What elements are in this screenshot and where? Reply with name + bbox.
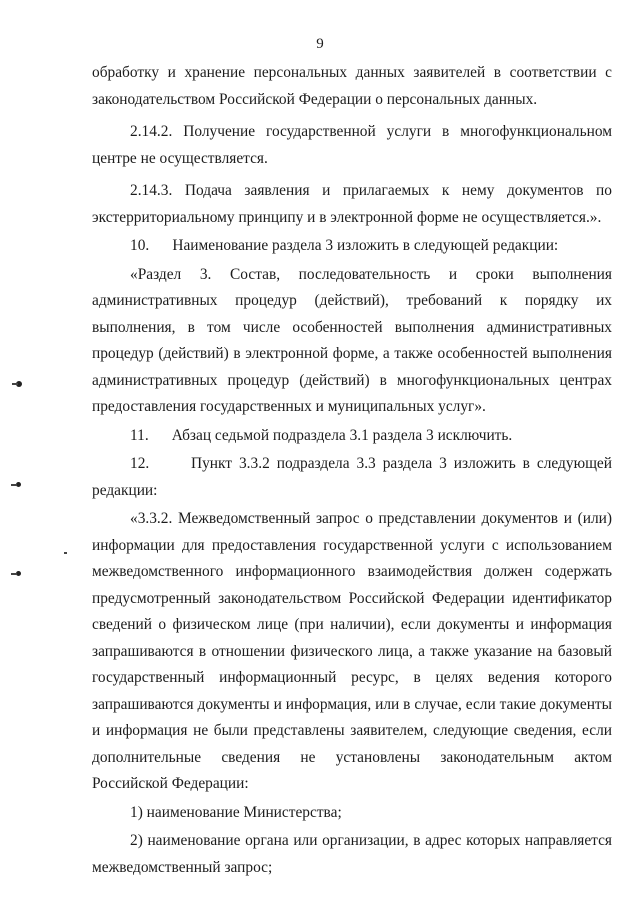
text-line: экстерриториальному принципу и в электронной форме не осуществляется.». xyxy=(92,208,602,226)
text-line: предоставления государственных и муниципальных услуг». xyxy=(92,398,486,415)
text-line: сведений о физическом лице (при наличии), если документы и информация xyxy=(92,616,612,633)
text-line: межведомственного информационного взаимодействия должен содержать xyxy=(92,563,612,580)
scan-mark xyxy=(11,484,17,486)
text-line: 2.14.3. Подача заявления и прилагаемых к нему документов по xyxy=(130,182,612,199)
scan-mark xyxy=(12,383,18,385)
paragraph-p5 xyxy=(92,262,612,421)
text-line: процедур (действий) в электронной форме, а также особенностей выполнения xyxy=(92,345,612,362)
text-line: и информация не были представлены заявителем, следующие сведения, если xyxy=(92,722,612,739)
paragraph-p9 xyxy=(92,800,612,827)
text-line: дополнительные сведения не установлены законодательным актом xyxy=(92,748,612,766)
paragraph-p8 xyxy=(92,506,612,798)
text-line: 2) наименование органа или организации, в адрес которых направляется xyxy=(130,832,612,849)
text-line: административных процедур (действий) в многофункциональных центрах xyxy=(92,371,612,389)
paragraph-p6 xyxy=(92,423,612,450)
text-line: информации для предоставления государственной услуги с использованием xyxy=(92,536,612,554)
text-line: административных процедур (действий), требований к порядку их xyxy=(92,292,612,309)
paragraph-p2 xyxy=(92,119,612,172)
text-line: запрашиваются документы и информация, или в случае, если такие документы xyxy=(92,695,612,713)
text-line: 10. Наименование раздела 3 изложить в следующей редакции: xyxy=(130,237,559,254)
paragraph-p7 xyxy=(92,451,612,504)
text-line: 12. Пункт 3.3.2 подраздела 3.3 раздела 3 изложить в следующей xyxy=(130,455,612,472)
text-line: 11. Абзац седьмой подраздела 3.1 раздела 3 исключить. xyxy=(130,426,513,444)
text-line: законодательством Российской Федерации о персональных данных. xyxy=(92,90,538,108)
text-line: редакции: xyxy=(92,481,158,499)
document-body xyxy=(92,60,612,881)
text-line: «Раздел 3. Состав, последовательность и сроки выполнения xyxy=(130,265,612,283)
scan-mark xyxy=(64,552,67,554)
text-line: межведомственный запрос; xyxy=(92,858,273,876)
text-line: 2.14.2. Получение государственной услуги в многофункциональном xyxy=(130,123,612,140)
text-line: предусмотренный законодательством Российской Федерации идентификатор xyxy=(92,589,612,607)
text-line: «3.3.2. Межведомственный запрос о представлении документов и (или) xyxy=(130,510,612,527)
text-line: обработку и хранение персональных данных заявителей в соответствии с xyxy=(92,64,612,81)
page-number: 9 xyxy=(316,36,324,52)
paragraph-p4 xyxy=(92,233,612,260)
paragraph-p3 xyxy=(92,178,612,231)
text-line: государственный информационный ресурс, в целях ведения которого xyxy=(92,669,612,686)
scan-mark xyxy=(11,573,17,575)
text-line: центре не осуществляется. xyxy=(92,149,268,167)
text-line: запрашиваются в отношении физического лица, а также указание на базовый xyxy=(92,642,612,660)
text-line: Российской Федерации: xyxy=(92,775,249,792)
paragraph-p1 xyxy=(92,60,612,113)
text-line: выполнения, в том числе особенностей выполнения административных xyxy=(92,318,612,336)
text-line: 1) наименование Министерства; xyxy=(130,803,342,821)
paragraph-p10 xyxy=(92,828,612,881)
